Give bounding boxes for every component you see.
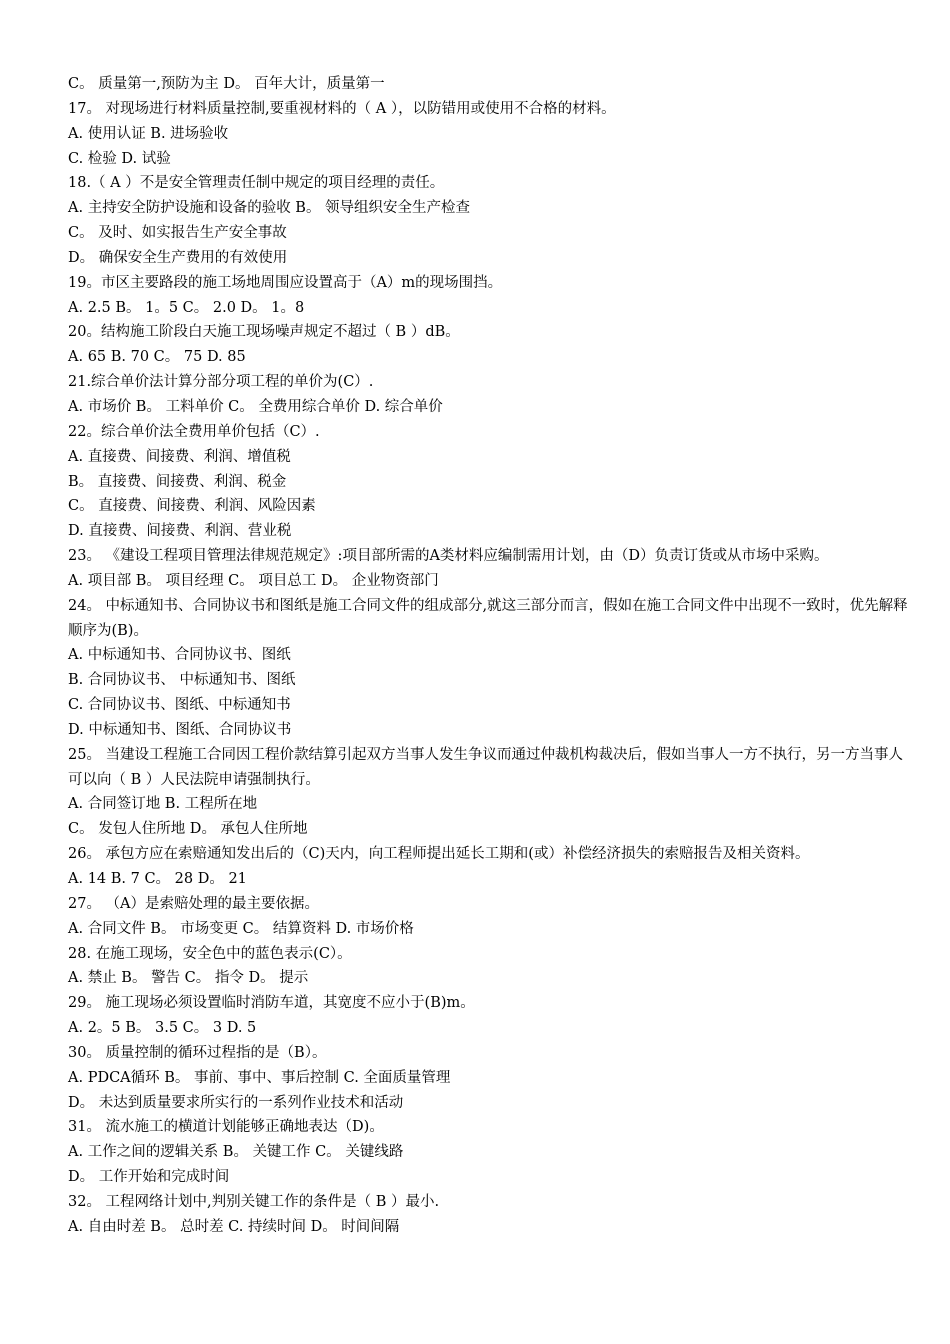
option-line: C. 检验 D. 试验 xyxy=(68,150,171,167)
option-line: D。 未达到质量要求所实行的一系列作业技术和活动 xyxy=(68,1094,404,1111)
option-line: A. 中标通知书、合同协议书、图纸 xyxy=(68,647,291,664)
question-32: 32。 工程网络计划中,判别关键工作的条件是（ B ）最小. xyxy=(68,1193,440,1210)
option-line: A. 合同签订地 B. 工程所在地 xyxy=(68,796,258,813)
question-19: 19。市区主要路段的施工场地周围应设置高于（A）m的现场围挡。 xyxy=(68,274,503,291)
question-17: 17。 对现场进行材料质量控制,要重视材料的（ A ），以防错用或使用不合格的材料。 xyxy=(68,100,616,117)
question-30: 30。 质量控制的循环过程指的是（B）。 xyxy=(68,1044,327,1061)
question-21: 21.综合单价法计算分部分项工程的单价为(C）. xyxy=(68,374,374,391)
question-24: 24。 中标通知书、合同协议书和图纸是施工合同文件的组成部分,就这三部分而言，假如在施工合同文件中出现不一致时，优先解释顺序为(B)。 xyxy=(68,597,908,639)
option-line: D。 确保安全生产费用的有效使用 xyxy=(68,249,288,266)
option-line: A. 工作之间的逻辑关系 B。 关键工作 C。 关键线路 xyxy=(68,1144,404,1161)
option-line: A. 14 B. 7 C。 28 D。 21 xyxy=(68,871,247,887)
option-line: A. 主持安全防护设施和设备的验收 B。 领导组织安全生产检查 xyxy=(68,200,471,217)
option-line: C。 发包人住所地 D。 承包人住所地 xyxy=(68,821,308,838)
option-line: A. 2.5 B。 1。5 C。 2.0 D。 1。8 xyxy=(68,299,305,316)
question-29: 29。 施工现场必须设置临时消防车道，其宽度不应小于(B)m。 xyxy=(68,995,475,1012)
option-line: C. 合同协议书、图纸、中标通知书 xyxy=(68,697,291,714)
question-20: 20。结构施工阶段白天施工现场噪声规定不超过（ B ）dB。 xyxy=(68,324,460,341)
option-line: A. 直接费、间接费、利润、增值税 xyxy=(68,448,291,465)
question-22: 22。综合单价法全费用单价包括（C）. xyxy=(68,423,320,440)
question-18: 18.（ A ）不是安全管理责任制中规定的项目经理的责任。 xyxy=(68,175,445,192)
option-line: A. 65 B. 70 C。 75 D. 85 xyxy=(68,349,246,366)
option-line: A. 自由时差 B。 总时差 C. 持续时间 D。 时间间隔 xyxy=(68,1218,400,1235)
option-line: C。 直接费、间接费、利润、风险因素 xyxy=(68,498,316,515)
option-line: C。 及时、如实报告生产安全事故 xyxy=(68,225,287,242)
question-25: 25。 当建设工程施工合同因工程价款结算引起双方当事人发生争议而通过仲裁机构裁决后，假如当事人一方不执行，另一方当事人可以向（ B ）人民法院申请强制执行。 xyxy=(68,746,904,788)
option-line: A. 项目部 B。 项目经理 C。 项目总工 D。 企业物资部门 xyxy=(68,572,439,589)
question-28: 28. 在施工现场，安全色中的蓝色表示(C）。 xyxy=(68,945,352,962)
option-line: A. 合同文件 B。 市场变更 C。 结算资料 D. 市场价格 xyxy=(68,920,414,937)
question-31: 31。 流水施工的横道计划能够正确地表达（D)。 xyxy=(68,1119,384,1136)
option-line: A. 2。5 B。 3.5 C。 3 D. 5 xyxy=(68,1020,257,1037)
option-line: B. 合同协议书、 中标通知书、图纸 xyxy=(68,672,296,689)
question-23: 23。 《建设工程项目管理法律规范规定》:项目部所需的A类材料应编制需用计划，由（D）负责订货或从市场中采购。 xyxy=(68,548,829,565)
document-page xyxy=(68,72,908,1240)
option-line: D. 直接费、间接费、利润、营业税 xyxy=(68,523,292,540)
option-line: A. 使用认证 B. 进场验收 xyxy=(68,125,229,142)
option-line: D. 中标通知书、图纸、合同协议书 xyxy=(68,721,292,738)
question-26: 26。 承包方应在索赔通知发出后的（C)天内，向工程师提出延长工期和(或）补偿经济损失的索赔报告及相关资料。 xyxy=(68,846,810,863)
option-line: A. 禁止 B。 警告 C。 指令 D。 提示 xyxy=(68,970,309,987)
option-line: D。 工作开始和完成时间 xyxy=(68,1169,230,1186)
option-line: B。 直接费、间接费、利润、税金 xyxy=(68,473,287,490)
question-27: 27。 （A）是索赔处理的最主要依据。 xyxy=(68,895,320,912)
option-line: A. PDCA循环 B。 事前、事中、事后控制 C. 全面质量管理 xyxy=(68,1069,451,1086)
option-line: A. 市场价 B。 工料单价 C。 全费用综合单价 D. 综合单价 xyxy=(68,398,443,415)
text-line: C。 质量第一,预防为主 D。 百年大计，质量第一 xyxy=(68,76,385,92)
